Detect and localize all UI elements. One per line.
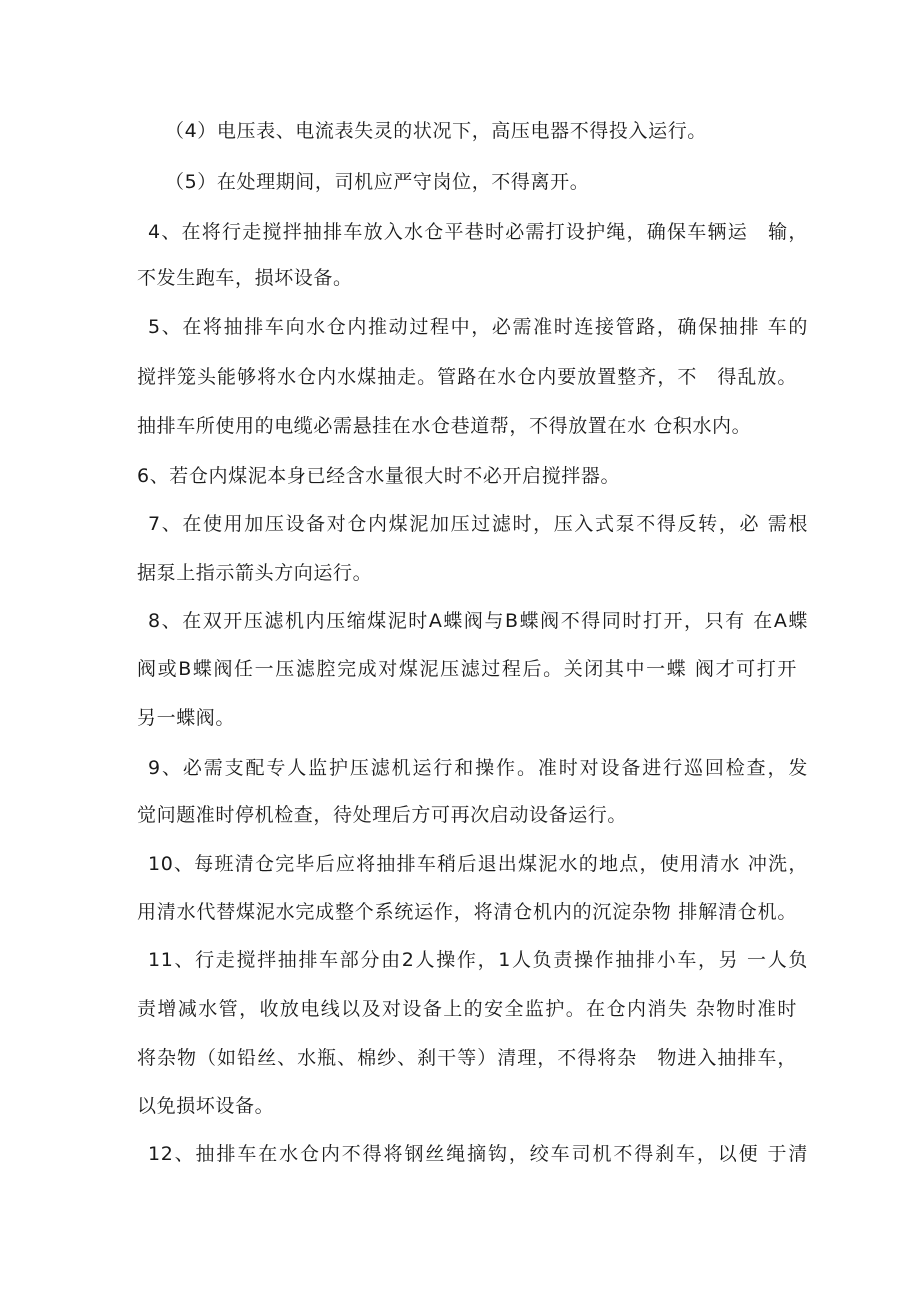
paragraph-item-11-line-1: 11、行走搅拌抽排车部分由2人操作，1人负责操作抽排小车，另 一人负 xyxy=(148,949,808,971)
paragraph-item-6-line-1: 6、若仓内煤泥本身已经含水量很大时不必开启搅拌器。 xyxy=(137,465,621,487)
paragraph-item-4-line-1: 4、在将行走搅拌抽排车放入水仓平巷时必需打设护绳，确保车辆运 输， xyxy=(148,221,808,243)
paragraph-item-10-line-1: 10、每班清仓完毕后应将抽排车稍后退出煤泥水的地点，使用清水 冲洗， xyxy=(148,853,808,875)
paragraph-item-7-line-1: 7、在使用加压设备对仓内煤泥加压过滤时，压入式泵不得反转，必 需根 xyxy=(148,513,808,535)
paragraph-item-8-line-1: 8、在双开压滤机内压缩煤泥时A蝶阀与B蝶阀不得同时打开，只有 在A蝶 xyxy=(148,610,808,632)
paragraph-item-5-line-1: 5、在将抽排车向水仓内推动过程中，必需准时连接管路，确保抽排 车的 xyxy=(148,316,808,338)
paragraph-item-11-line-2: 责增减水管，收放电线以及对设备上的安全监护。在仓内消失 杂物时准时 xyxy=(137,998,797,1020)
paragraph-item-9-line-1: 9、必需支配专人监护压滤机运行和操作。准时对设备进行巡回检查，发 xyxy=(148,757,808,779)
paragraph-5-sub-line-1: （5）在处理期间，司机应严守岗位，不得离开。 xyxy=(165,171,590,193)
paragraph-item-11-line-3: 将杂物（如铅丝、水瓶、棉纱、刹干等）清理，不得将杂 物进入抽排车， xyxy=(137,1047,797,1069)
paragraph-4-sub-line-1: （4）电压表、电流表失灵的状况下，高压电器不得投入运行。 xyxy=(165,120,707,142)
paragraph-item-9-line-2: 觉问题准时停机检查，待处理后方可再次启动设备运行。 xyxy=(137,804,628,826)
paragraph-item-11-line-4: 以免损坏设备。 xyxy=(137,1095,275,1117)
paragraph-item-5-line-3: 抽排车所使用的电缆必需悬挂在水仓巷道帮，不得放置在水 仓积水内。 xyxy=(137,415,752,437)
paragraph-item-10-line-2: 用清水代替煤泥水完成整个系统运作，将清仓机内的沉淀杂物 排解清仓机。 xyxy=(137,901,797,923)
paragraph-item-7-line-2: 据泵上指示箭头方向运行。 xyxy=(137,562,373,584)
paragraph-item-8-line-3: 另一蝶阀。 xyxy=(137,707,236,729)
paragraph-item-8-line-2: 阀或B蝶阀任一压滤腔完成对煤泥压滤过程后。关闭其中一蝶 阀才可打开 xyxy=(137,658,797,680)
paragraph-item-12-line-1: 12、抽排车在水仓内不得将钢丝绳摘钩，绞车司机不得刹车，以便 于清 xyxy=(148,1143,808,1165)
paragraph-item-4-line-2: 不发生跑车，损坏设备。 xyxy=(137,267,353,289)
paragraph-item-5-line-2: 搅拌笼头能够将水仓内水煤抽走。管路在水仓内要放置整齐，不 得乱放。 xyxy=(137,366,797,388)
